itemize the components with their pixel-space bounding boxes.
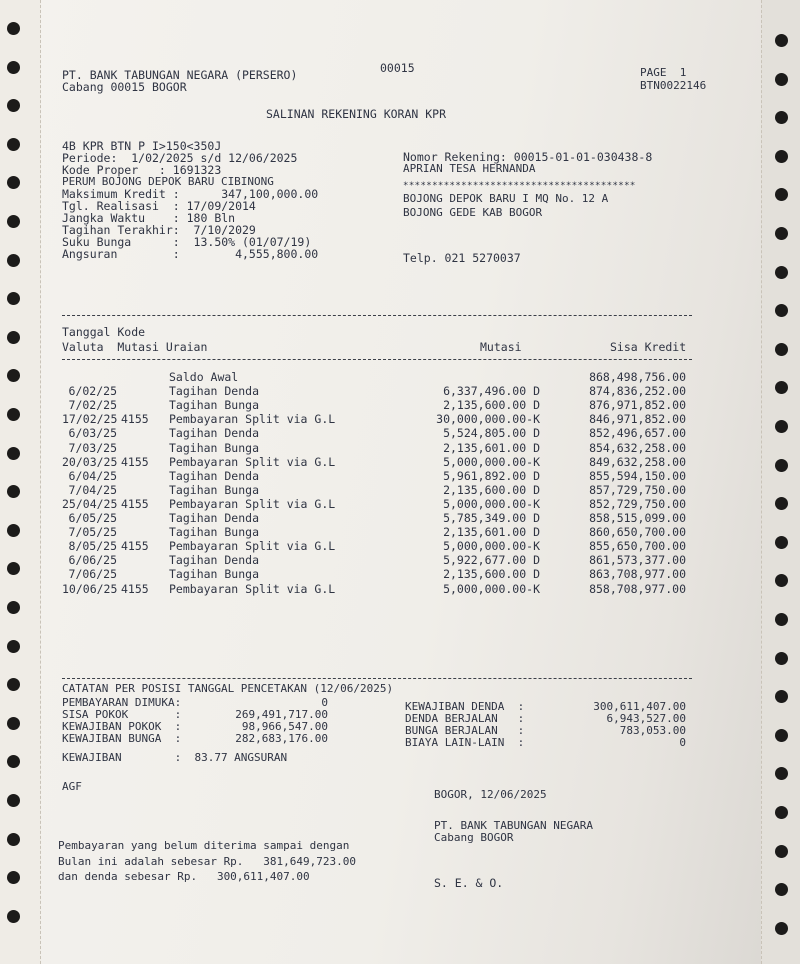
row-mutation: 2,135,600.00 D	[443, 483, 540, 497]
row-balance: 849,632,258.00	[589, 455, 686, 469]
tractor-feed-strip-right	[761, 0, 800, 964]
row-description: Pembayaran Split via G.L	[169, 412, 336, 426]
row-description: Tagihan Denda	[169, 511, 260, 525]
document-title: SALINAN REKENING KORAN KPR	[266, 107, 447, 121]
summary-right-label: DENDA BERJALAN :	[405, 712, 525, 725]
note-line-1: Pembayaran yang belum diterima sampai dengan	[58, 839, 350, 852]
feed-hole-icon	[7, 794, 20, 807]
footer-bank: PT. BANK TABUNGAN NEGARA	[434, 819, 593, 832]
summary-left-label: SISA POKOK :	[62, 708, 182, 721]
feed-hole-icon	[775, 922, 788, 935]
feed-hole-icon	[7, 910, 20, 923]
summary-left-value: 282,683,176.00	[235, 732, 328, 745]
customer-name: APRIAN TESA HERNANDA	[403, 162, 536, 175]
row-date: 7/05/25	[68, 525, 117, 539]
row-date: 7/04/25	[68, 483, 117, 497]
row-balance: 876,971,852.00	[589, 398, 686, 412]
row-description: Pembayaran Split via G.L	[169, 497, 336, 511]
bank-name: PT. BANK TABUNGAN NEGARA (PERSERO)	[62, 68, 298, 82]
row-date: 8/05/25	[68, 539, 117, 553]
row-description: Saldo Awal	[169, 370, 239, 384]
column-header-sisa-kredit: Sisa Kredit	[610, 340, 687, 354]
row-mutation: 5,922,677.00 D	[443, 553, 540, 567]
row-date: 6/02/25	[68, 384, 117, 398]
note-line-3: dan denda sebesar Rp. 300,611,407.00	[58, 870, 310, 883]
row-balance: 858,708,977.00	[589, 582, 686, 596]
feed-hole-icon	[7, 254, 20, 267]
address-line-2: BOJONG GEDE KAB BOGOR	[403, 206, 543, 219]
housing-name: PERUM BOJONG DEPOK BARU CIBINONG	[62, 175, 274, 188]
footer-branch: Cabang BOGOR	[434, 831, 514, 844]
row-code: 4155	[121, 412, 149, 426]
summary-right-label: KEWAJIBAN DENDA :	[405, 700, 525, 713]
column-header-valuta: Valuta Mutasi Uraian	[62, 340, 208, 354]
branch-code: 00015	[380, 61, 415, 75]
summary-left-label: KEWAJIBAN BUNGA :	[62, 732, 182, 745]
row-balance: 868,498,756.00	[589, 370, 686, 384]
row-mutation: 5,000,000.00-K	[443, 539, 540, 553]
row-description: Tagihan Bunga	[169, 483, 260, 497]
row-mutation: 2,135,601.00 D	[443, 441, 540, 455]
row-description: Tagihan Denda	[169, 426, 260, 440]
summary-title: CATATAN PER POSISI TANGGAL PENCETAKAN (12/06/2025)	[62, 682, 394, 695]
feed-hole-icon	[775, 536, 788, 549]
row-date: 7/03/25	[68, 441, 117, 455]
masked-line: ****************************************	[403, 181, 636, 191]
row-mutation: 5,000,000.00-K	[443, 582, 540, 596]
feed-hole-icon	[7, 601, 20, 614]
row-description: Tagihan Denda	[169, 384, 260, 398]
summary-left-value: 98,966,547.00	[241, 720, 328, 733]
row-description: Tagihan Bunga	[169, 525, 260, 539]
row-description: Tagihan Bunga	[169, 398, 260, 412]
row-code: 4155	[121, 497, 149, 511]
feed-hole-icon	[775, 459, 788, 472]
row-balance: 846,971,852.00	[589, 412, 686, 426]
feed-hole-icon	[775, 420, 788, 433]
summary-right-value: 300,611,407.00	[593, 700, 686, 713]
row-mutation: 30,000,000.00-K	[436, 412, 540, 426]
summary-right-value: 6,943,527.00	[606, 712, 686, 725]
row-mutation: 2,135,600.00 D	[443, 567, 540, 581]
row-date: 25/04/25	[62, 497, 118, 511]
row-balance: 863,708,977.00	[589, 567, 686, 581]
summary-left-label: PEMBAYARAN DIMUKA:	[62, 696, 182, 709]
row-balance: 858,515,099.00	[589, 511, 686, 525]
phone: Telp. 021 5270037	[403, 251, 521, 265]
feed-hole-icon	[7, 447, 20, 460]
row-mutation: 5,961,892.00 D	[443, 469, 540, 483]
row-mutation: 5,000,000.00-K	[443, 497, 540, 511]
row-balance: 860,650,700.00	[589, 525, 686, 539]
row-balance: 855,650,700.00	[589, 539, 686, 553]
kewajiban-angsuran: KEWAJIBAN : 83.77 ANGSURAN	[62, 751, 288, 764]
column-header-tanggal: Tanggal Kode	[62, 325, 146, 339]
seo-note: S. E. & O.	[434, 876, 504, 890]
row-mutation: 6,337,496.00 D	[443, 384, 540, 398]
feed-hole-icon	[7, 717, 20, 730]
row-balance: 855,594,150.00	[589, 469, 686, 483]
feed-hole-icon	[7, 138, 20, 151]
document-code: BTN0022146	[640, 79, 707, 92]
row-date: 17/02/25	[62, 412, 118, 426]
row-balance: 854,632,258.00	[589, 441, 686, 455]
divider	[62, 678, 692, 679]
row-mutation: 5,524,805.00 D	[443, 426, 540, 440]
row-date: 20/03/25	[62, 455, 118, 469]
installment: Angsuran : 4,555,800.00	[62, 247, 319, 261]
feed-hole-icon	[7, 640, 20, 653]
divider	[62, 315, 692, 316]
agf-code: AGF	[62, 780, 82, 793]
feed-hole-icon	[775, 343, 788, 356]
feed-hole-icon	[775, 806, 788, 819]
summary-right-value: 783,053.00	[619, 724, 686, 737]
feed-hole-icon	[775, 729, 788, 742]
row-description: Pembayaran Split via G.L	[169, 455, 336, 469]
row-date: 10/06/25	[62, 582, 118, 596]
row-mutation: 5,000,000.00-K	[443, 455, 540, 469]
row-date: 6/04/25	[68, 469, 117, 483]
feed-hole-icon	[775, 227, 788, 240]
summary-left-label: KEWAJIBAN POKOK :	[62, 720, 182, 733]
product-code: 4B KPR BTN P I>150<350J	[62, 139, 222, 153]
place-date: BOGOR, 12/06/2025	[434, 788, 547, 801]
note-line-2: Bulan ini adalah sebesar Rp. 381,649,723.00	[58, 855, 357, 868]
feed-hole-icon	[7, 408, 20, 421]
feed-hole-icon	[7, 22, 20, 35]
feed-hole-icon	[775, 652, 788, 665]
row-description: Pembayaran Split via G.L	[169, 539, 336, 553]
last-bill-date: Tagihan Terakhir: 7/10/2029	[62, 223, 256, 237]
summary-right-label: BUNGA BERJALAN :	[405, 724, 525, 737]
row-balance: 861,573,377.00	[589, 553, 686, 567]
address-line-1: BOJONG DEPOK BARU I MQ No. 12 A	[403, 192, 609, 205]
row-description: Tagihan Bunga	[169, 441, 260, 455]
row-description: Tagihan Denda	[169, 553, 260, 567]
column-header-mutasi: Mutasi	[480, 340, 522, 354]
row-code: 4155	[121, 455, 149, 469]
feed-hole-icon	[7, 61, 20, 74]
feed-hole-icon	[775, 73, 788, 86]
row-description: Tagihan Denda	[169, 469, 260, 483]
row-mutation: 2,135,600.00 D	[443, 398, 540, 412]
row-balance: 852,729,750.00	[589, 497, 686, 511]
summary-right-value: 0	[679, 736, 686, 749]
max-credit: Maksimum Kredit : 347,100,000.00	[62, 187, 319, 201]
branch-name: Cabang 00015 BOGOR	[62, 80, 187, 94]
row-date: 7/02/25	[68, 398, 117, 412]
page-number: PAGE 1	[640, 66, 687, 79]
row-description: Tagihan Bunga	[169, 567, 260, 581]
feed-hole-icon	[775, 266, 788, 279]
feed-hole-icon	[7, 833, 20, 846]
row-date: 6/06/25	[68, 553, 117, 567]
row-mutation: 2,135,601.00 D	[443, 525, 540, 539]
feed-hole-icon	[775, 613, 788, 626]
account-number: Nomor Rekening: 00015-01-01-030438-8	[403, 150, 653, 164]
kode-proper: Kode Proper : 1691323	[62, 163, 222, 177]
period: Periode: 1/02/2025 s/d 12/06/2025	[62, 151, 298, 165]
feed-hole-icon	[7, 215, 20, 228]
interest-rate: Suku Bunga : 13.50% (01/07/19)	[62, 235, 312, 249]
row-description: Pembayaran Split via G.L	[169, 582, 336, 596]
row-balance: 852,496,657.00	[589, 426, 686, 440]
feed-hole-icon	[7, 524, 20, 537]
row-balance: 874,836,252.00	[589, 384, 686, 398]
row-mutation: 5,785,349.00 D	[443, 511, 540, 525]
feed-hole-icon	[775, 150, 788, 163]
row-date: 6/05/25	[68, 511, 117, 525]
row-balance: 857,729,750.00	[589, 483, 686, 497]
feed-hole-icon	[775, 845, 788, 858]
summary-left-value: 269,491,717.00	[235, 708, 328, 721]
feed-hole-icon	[775, 34, 788, 47]
realization-date: Tgl. Realisasi : 17/09/2014	[62, 199, 256, 213]
row-code: 4155	[121, 539, 149, 553]
loan-term: Jangka Waktu : 180 Bln	[62, 211, 236, 225]
row-code: 4155	[121, 582, 149, 596]
divider	[62, 359, 692, 360]
feed-hole-icon	[7, 331, 20, 344]
summary-right-label: BIAYA LAIN-LAIN :	[405, 736, 525, 749]
summary-left-value: 0	[321, 696, 328, 709]
row-date: 7/06/25	[68, 567, 117, 581]
row-date: 6/03/25	[68, 426, 117, 440]
